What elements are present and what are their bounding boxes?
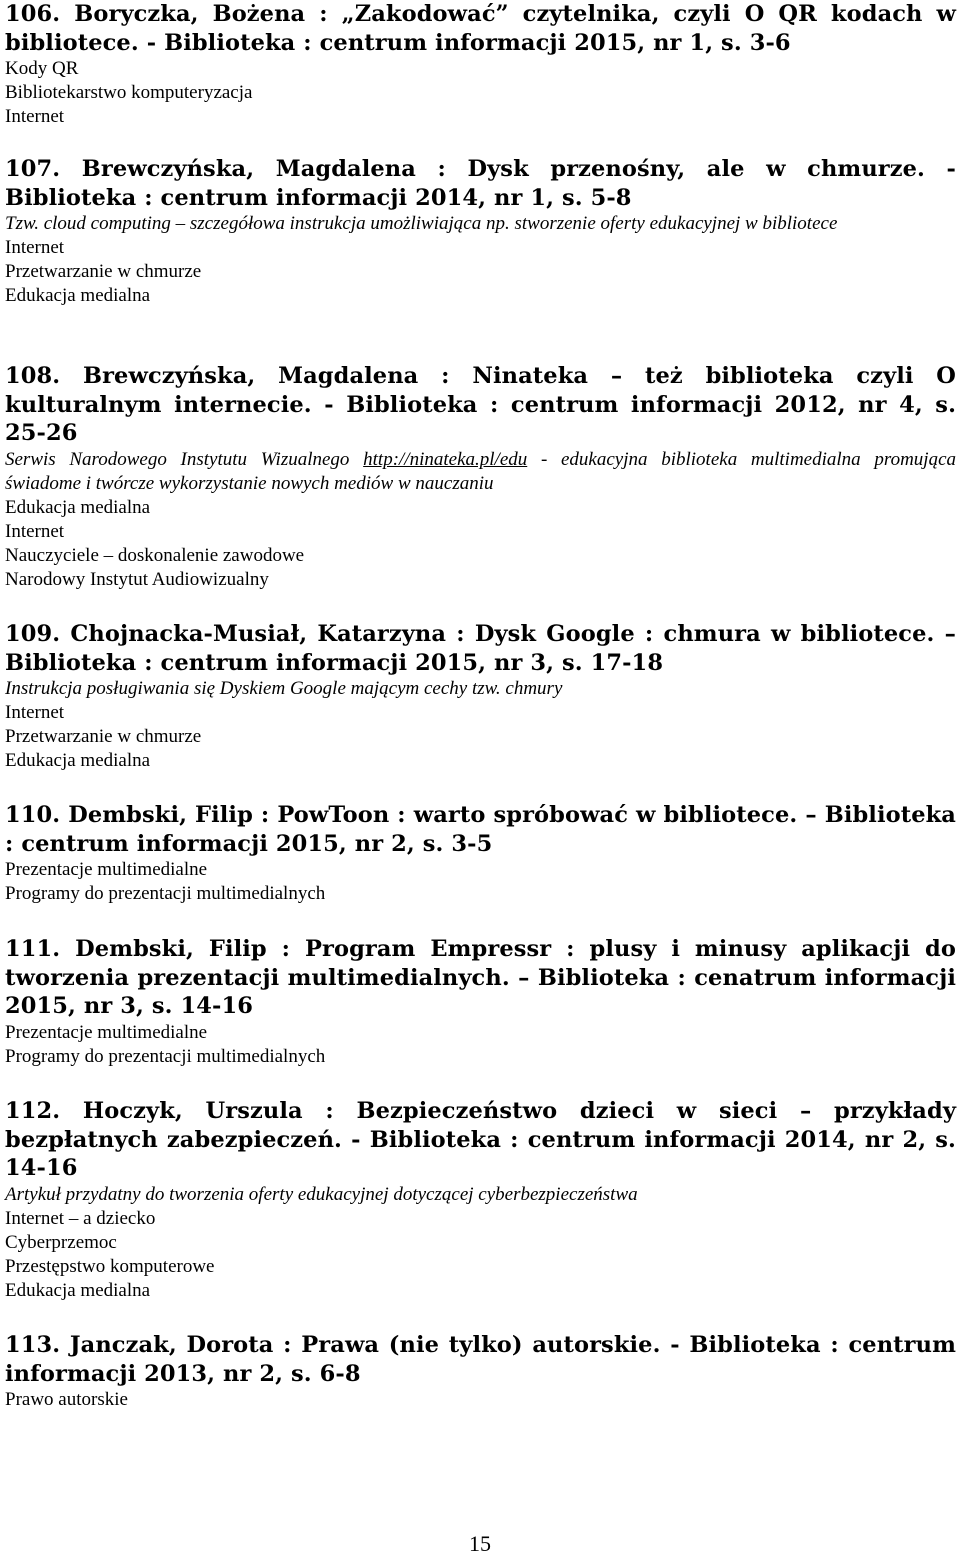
bibliography-entry-106 xyxy=(5,0,956,129)
subject-tag: Bibliotekarstwo komputeryzacja xyxy=(5,82,253,103)
subject-tag: Nauczyciele – doskonalenie zawodowe xyxy=(5,544,305,566)
entry-title: 112. Hoczyk, Urszula : Bezpieczeństwo dzieci w sieci – przykłady bezpłatnych zabezpieczeń. - Biblioteka : centrum informacji 2014, nr 2, s. 14-16 xyxy=(5,1098,956,1181)
entry-annotation: Artykuł przydatny do tworzenia oferty edukacyjnej dotyczącej cyberbezpieczeństwa xyxy=(5,1183,638,1205)
subject-tag: Internet xyxy=(5,520,65,542)
subject-tag: Przetwarzanie w chmurze xyxy=(5,726,202,747)
subject-tag: Internet xyxy=(5,237,65,258)
subject-tag: Prawo autorskie xyxy=(5,1389,128,1410)
annotation-text: - edukacyjna biblioteka multimedialna promująca świadome i twórcze wykorzystanie nowych mediów w nauczaniu xyxy=(5,448,957,494)
subject-tag: Programy do prezentacji multimedialnych xyxy=(5,1045,326,1067)
ninateka-link[interactable]: http://ninateka.pl/edu xyxy=(363,448,528,470)
subject-tag: Prezentacje multimedialne xyxy=(5,859,208,880)
subject-tag: Edukacja medialna xyxy=(5,285,151,306)
bibliography-entry-108 xyxy=(5,362,956,592)
subject-tag: Narodowy Instytut Audiowizualny xyxy=(5,568,269,590)
entry-title: 107. Brewczyńska, Magdalena : Dysk przenośny, ale w chmurze. - Biblioteka : centrum informacji 2014, nr 1, s. 5-8 xyxy=(5,156,956,211)
entry-title: 111. Dembski, Filip : Program Empressr : plusy i minusy aplikacji do tworzenia prezentacji multimedialnych. – Biblioteka : cenatrum informacji 2015, nr 3, s. 14-16 xyxy=(5,936,956,1019)
entry-annotation xyxy=(5,448,956,496)
bibliography-entry-112 xyxy=(5,1097,956,1303)
subject-tag: Prezentacje multimedialne xyxy=(5,1021,208,1043)
bibliography-entry-111 xyxy=(5,935,956,1069)
entry-title: 110. Dembski, Filip : PowToon : warto spróbować w bibliotece. – Biblioteka : centrum informacji 2015, nr 2, s. 3-5 xyxy=(5,802,956,857)
subject-tag: Cyberprzemoc xyxy=(5,1231,117,1253)
subject-tag: Edukacja medialna xyxy=(5,1279,151,1301)
subject-tag: Edukacja medialna xyxy=(5,496,151,518)
subject-tag: Przestępstwo komputerowe xyxy=(5,1255,215,1277)
subject-tag: Edukacja medialna xyxy=(5,750,151,771)
subject-tag: Internet xyxy=(5,702,65,723)
page-number: 15 xyxy=(469,1531,491,1556)
entry-annotation: Tzw. cloud computing – szczegółowa instrukcja umożliwiająca np. stworzenie oferty edukacyjnej w bibliotece xyxy=(5,213,838,234)
entry-title: 108. Brewczyńska, Magdalena : Ninateka – też biblioteka czyli O kulturalnym internecie. - Biblioteka : centrum informacji 2012, nr 4, s. 25-26 xyxy=(5,363,956,446)
subject-tag: Przetwarzanie w chmurze xyxy=(5,261,202,282)
bibliography-entry-113 xyxy=(5,1331,956,1412)
annotation-text: Serwis Narodowego Instytutu Wizualnego xyxy=(5,448,364,470)
subject-tag: Internet – a dziecko xyxy=(5,1207,156,1229)
subject-tag: Programy do prezentacji multimedialnych xyxy=(5,883,326,904)
entry-title: 106. Boryczka, Bożena : „Zakodować” czytelnika, czyli O QR kodach w bibliotece. - Biblioteka : centrum informacji 2015, nr 1, s. 3-6 xyxy=(5,1,956,56)
bibliography-entry-109 xyxy=(5,620,956,773)
bibliography-entry-107 xyxy=(5,155,956,308)
entry-title: 113. Janczak, Dorota : Prawa (nie tylko) autorskie. - Biblioteka : centrum informacji 2013, nr 2, s. 6-8 xyxy=(5,1332,956,1387)
subject-tag: Internet xyxy=(5,106,65,127)
bibliography-entry-110 xyxy=(5,801,956,906)
entry-title: 109. Chojnacka-Musiał, Katarzyna : Dysk Google : chmura w bibliotece. – Biblioteka : centrum informacji 2015, nr 3, s. 17-18 xyxy=(5,621,956,676)
subject-tag: Kody QR xyxy=(5,58,79,79)
entry-annotation: Instrukcja posługiwania się Dyskiem Google mającym cechy tzw. chmury xyxy=(5,678,563,699)
